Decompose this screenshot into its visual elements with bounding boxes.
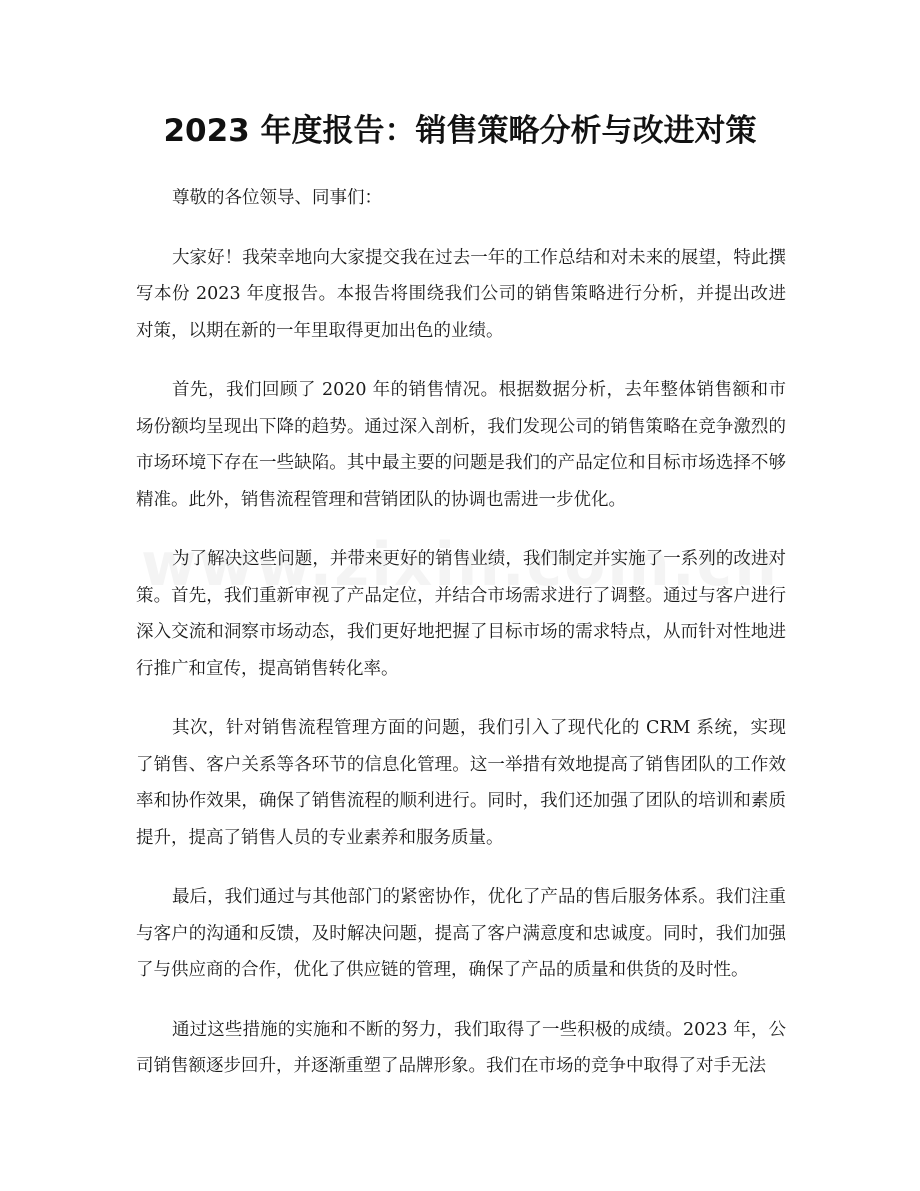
body-paragraph: 为了解决这些问题，并带来更好的销售业绩，我们制定并实施了一系列的改进对策。首先，我们重新审视了产品定位，并结合市场需求进行了调整。通过与客户进行深入交流和洞察市场动态，我们更好地把握了目标市场的需求特点，从而针对性地进行推广和宣传，提高销售转化率。 (136, 549, 786, 679)
body-paragraph: 首先，我们回顾了 2020 年的销售情况。根据数据分析，去年整体销售额和市场份额均呈现出下降的趋势。通过深入剖析，我们发现公司的销售策略在竞争激烈的市场环境下存在一些缺陷。其中最主要的问题是我们的产品定位和目标市场选择不够精准。此外，销售流程管理和营销团队的协调也需进一步优化。 (136, 380, 786, 510)
document-title: 2023 年度报告：销售策略分析与改进对策 (163, 113, 757, 149)
body-paragraph: 通过这些措施的实施和不断的努力，我们取得了一些积极的成绩。2023 年，公司销售额逐步回升，并逐渐重塑了品牌形象。我们在市场的竞争中取得了对手无法 (136, 1019, 786, 1076)
salutation-paragraph: 尊敬的各位领导、同事们： (172, 188, 382, 208)
body-paragraph: 最后，我们通过与其他部门的紧密协作，优化了产品的售后服务体系。我们注重与客户的沟通和反馈，及时解决问题，提高了客户满意度和忠诚度。同时，我们加强了与供应商的合作，优化了供应链的管理，确保了产品的质量和供货的及时性。 (136, 887, 786, 980)
body-paragraph: 大家好！我荣幸地向大家提交我在过去一年的工作总结和对未来的展望，特此撰写本份 2023 年度报告。本报告将围绕我们公司的销售策略进行分析，并提出改进对策，以期在新的一年里取得更加出色的业绩。 (136, 247, 786, 341)
document-body (136, 180, 786, 1108)
body-paragraph: 其次，针对销售流程管理方面的问题，我们引入了现代化的 CRM 系统，实现了销售、客户关系等各环节的信息化管理。这一举措有效地提高了销售团队的工作效率和协作效果，确保了销售流程的顺利进行。同时，我们还加强了团队的培训和素质提升，提高了销售人员的专业素养和服务质量。 (136, 718, 786, 848)
